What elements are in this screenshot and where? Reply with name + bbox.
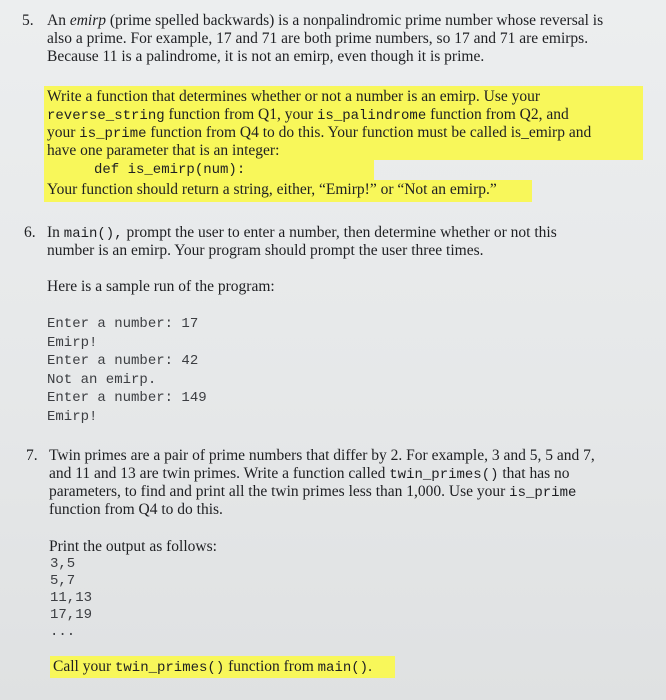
q5-task-line-1: Write a function that determines whether or not a number is an emirp. Use your (47, 88, 541, 105)
q7-line-4: function from Q4 to do this. (49, 501, 223, 518)
q5-intro-line-2: also a prime. For example, 17 and 71 are both prime numbers, so 17 and 71 are emirps. (47, 30, 589, 47)
q7-final-instruction: Call your twin_primes() function from main(). (53, 658, 372, 676)
q5-task-line-2: reverse_string function from Q1, your is_palindrome function from Q2, and (47, 106, 569, 124)
sample-line: Emirp! (47, 334, 98, 351)
q7-line-2: and 11 and 13 are twin primes. Write a function called twin_primes() that has no (49, 465, 570, 483)
sample-line: Enter a number: 149 (47, 390, 207, 406)
output-line: 5,7 (50, 573, 76, 589)
q7-line-1: Twin primes are a pair of prime numbers that differ by 2. For example, 3 and 5, 5 and 7, (49, 447, 595, 464)
q6-line-1: In main(), prompt the user to enter a number, then determine whether or not this (47, 224, 557, 242)
sample-line: Enter a number: 42 (47, 353, 199, 369)
q7-output-lines (50, 556, 92, 641)
q7-number: 7. (26, 447, 38, 464)
q5-task-line-4: have one parameter that is an integer: (47, 142, 280, 159)
q6-sample-run (47, 315, 207, 426)
output-line: 3,5 (50, 556, 76, 572)
main-code: main(), (63, 226, 123, 242)
is-palindrome-code: is_palindrome (317, 108, 427, 124)
sample-line: Enter a number: 17 (47, 316, 199, 332)
twin-primes-code-2: twin_primes() (115, 660, 225, 676)
q5-number: 5. (22, 12, 34, 29)
is-emirp-signature: def is_emirp(num): (94, 162, 246, 178)
output-line: 11,13 (50, 590, 93, 606)
is-prime-code-2: is_prime (509, 485, 577, 501)
main-code-2: main() (317, 660, 369, 676)
q5-task-line-6: Your function should return a string, either, “Emirp!” or “Not an emirp.” (47, 181, 497, 198)
twin-primes-code: twin_primes() (389, 467, 499, 483)
q7-line-3: parameters, to find and print all the twin primes less than 1,000. Use your is_prime (49, 483, 577, 501)
q5-intro-line-3: Because 11 is a palindrome, it is not an emirp, even though it is prime. (47, 48, 485, 65)
q6-number: 6. (24, 224, 36, 241)
q6-sample-label: Here is a sample run of the program: (47, 278, 275, 295)
output-line: 17,19 (50, 607, 93, 623)
is-prime-code: is_prime (79, 126, 147, 142)
q6-line-2: number is an emirp. Your program should prompt the user three times. (47, 242, 484, 259)
q5-intro-line-1: An emirp (prime spelled backwards) is a nonpalindromic prime number whose reversal is (47, 12, 604, 29)
q5-task-line-3: your is_prime function from Q4 to do this. Your function must be called is_emirp and (47, 124, 592, 142)
sample-line: Emirp! (47, 408, 98, 425)
sample-line: Not an emirp. (47, 371, 157, 388)
reverse-string-code: reverse_string (47, 108, 165, 124)
output-line: ... (50, 624, 76, 640)
emirp-term: emirp (69, 12, 106, 29)
q7-output-label: Print the output as follows: (49, 538, 217, 555)
